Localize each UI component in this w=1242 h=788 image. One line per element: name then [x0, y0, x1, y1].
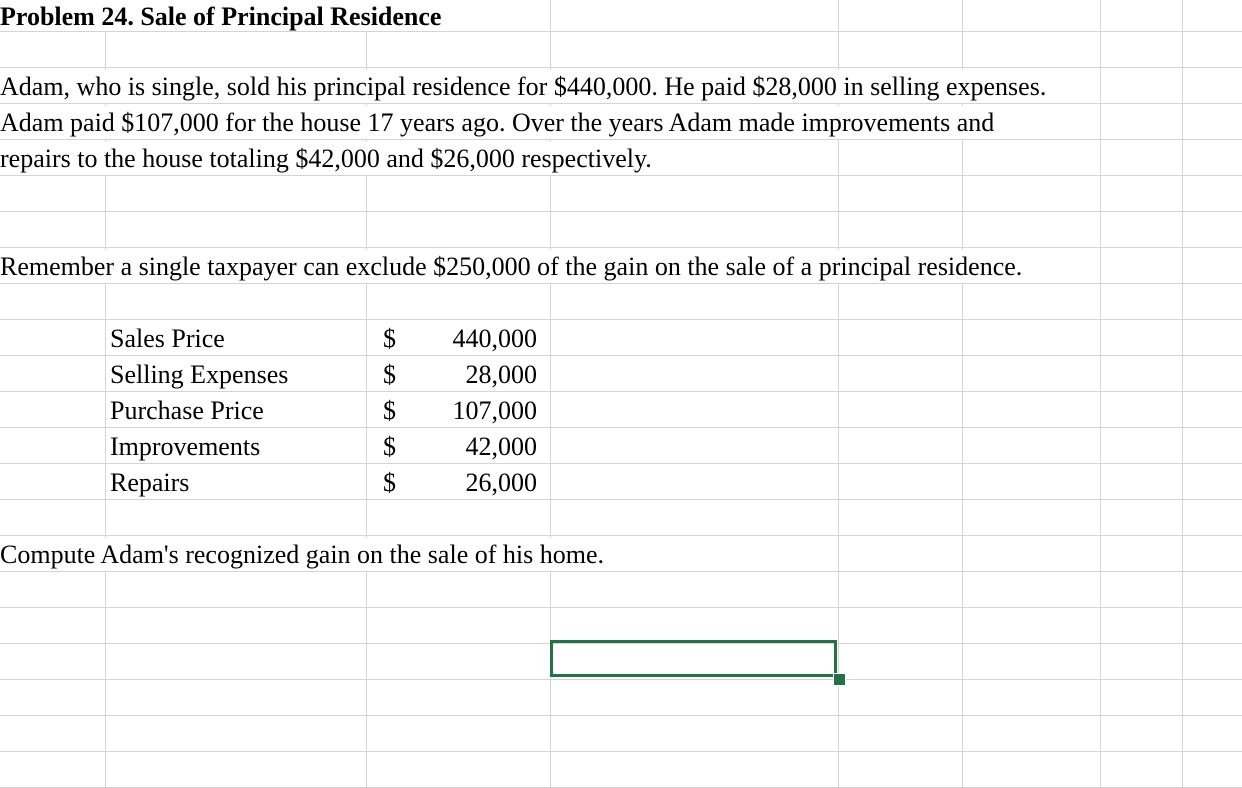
problem-line-2: Adam paid $107,000 for the house 17 years ago. Over the years Adam made improvements and	[0, 108, 995, 137]
item-label-selling-expenses: Selling Expenses	[110, 360, 289, 389]
item-currency-sales-price: $	[383, 324, 396, 353]
item-value-repairs: 26,000	[465, 468, 537, 497]
item-label-purchase-price: Purchase Price	[110, 396, 264, 425]
item-currency-improvements: $	[383, 432, 396, 461]
item-value-improvements: 42,000	[465, 432, 537, 461]
item-label-repairs: Repairs	[110, 468, 190, 497]
selected-answer-cell[interactable]	[550, 640, 837, 677]
item-label-sales-price: Sales Price	[110, 324, 225, 353]
item-currency-selling-expenses: $	[383, 360, 396, 389]
item-value-purchase-price: 107,000	[452, 396, 537, 425]
item-currency-purchase-price: $	[383, 396, 396, 425]
problem-line-1: Adam, who is single, sold his principal residence for $440,000. He paid $28,000 in selling expenses.	[0, 72, 1047, 101]
item-value-sales-price: 440,000	[452, 324, 537, 353]
item-value-selling-expenses: 28,000	[465, 360, 537, 389]
sheet-title: Problem 24. Sale of Principal Residence	[0, 0, 447, 31]
fill-handle[interactable]	[833, 673, 846, 686]
item-currency-repairs: $	[383, 468, 396, 497]
item-label-improvements: Improvements	[110, 432, 261, 461]
question-text: Compute Adam's recognized gain on the sale of his home.	[0, 540, 604, 569]
problem-line-3: repairs to the house totaling $42,000 and $26,000 respectively.	[0, 144, 652, 173]
reminder-text: Remember a single taxpayer can exclude $250,000 of the gain on the sale of a principal residence.	[0, 252, 1023, 281]
